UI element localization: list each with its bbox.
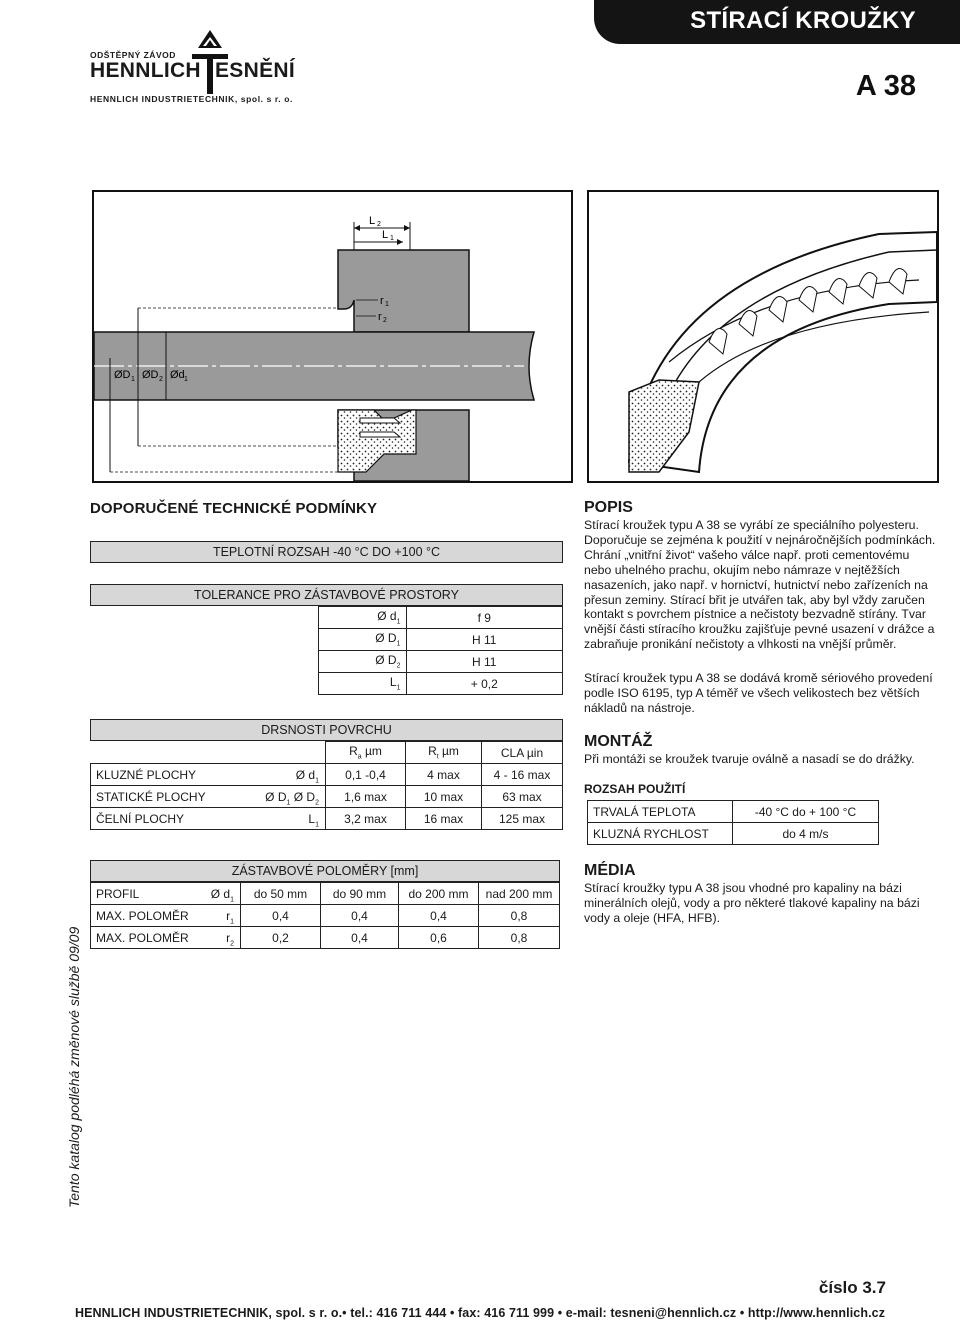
tolerance-value: f 9 xyxy=(406,607,563,629)
table-row xyxy=(91,786,563,808)
roughness-ra: 0,1 -0,4 xyxy=(326,764,406,786)
montaz-heading: MONTÁŽ xyxy=(584,733,653,750)
table-row xyxy=(588,801,879,823)
page-title: STÍRACÍ KROUŽKY xyxy=(690,7,916,34)
table-row xyxy=(91,905,560,927)
seal-illustration xyxy=(587,190,939,483)
tolerance-table xyxy=(90,606,563,695)
rozsah-heading: ROZSAH POUŽITÍ xyxy=(584,782,686,796)
tolerance-value: + 0,2 xyxy=(406,673,563,695)
svg-text:1: 1 xyxy=(184,376,188,383)
title-tab xyxy=(594,0,960,44)
montaz-text: Při montáži se kroužek tvaruje oválně a nasadí se do drážky. xyxy=(584,752,915,766)
logo-subtitle: HENNLICH INDUSTRIETECHNIK, spol. s r. o. xyxy=(90,94,293,104)
table-row xyxy=(588,823,879,845)
table-row xyxy=(91,927,560,949)
roughness-title-bar xyxy=(90,719,563,741)
radii-value: 0,2 xyxy=(241,927,321,949)
footer-contact: HENNLICH INDUSTRIETECHNIK, spol. s r. o.• tel.: 416 711 444 • fax: 416 711 999 • e-mail: tesneni@hennlich.cz • http://www.hennlich.cz xyxy=(74,1306,886,1320)
dim-label-l1: L xyxy=(382,229,389,241)
cross-section-drawing xyxy=(92,190,573,483)
radii-table xyxy=(90,882,560,949)
temperature-range-bar xyxy=(90,541,563,563)
svg-text:1: 1 xyxy=(390,235,394,242)
temperature-range-text: TEPLOTNÍ ROZSAH -40 °C DO +100 °C xyxy=(212,545,441,559)
table-row xyxy=(90,673,563,695)
roughness-ra: 1,6 max xyxy=(326,786,406,808)
table-row xyxy=(90,629,563,651)
table-row xyxy=(91,764,563,786)
radii-value: 0,6 xyxy=(399,927,479,949)
roughness-surface: ČELNÍ PLOCHY $L_1$ xyxy=(91,808,326,830)
roughness-header-ra: $R_a$ µm xyxy=(326,742,406,764)
tolerance-title-bar xyxy=(90,584,563,606)
side-note: Tento katalog podléhá změnové službě 09/09 xyxy=(66,926,82,1208)
table-row xyxy=(91,883,560,905)
roughness-table xyxy=(90,741,563,830)
roughness-surface: STATICKÉ PLOCHY Ø $D_1$ Ø $D_2$ xyxy=(91,786,326,808)
dim-label-r2: r xyxy=(378,311,382,323)
radii-value: 0,4 xyxy=(241,905,321,927)
tolerance-value: H 11 xyxy=(406,629,563,651)
rozsah-value: -40 °C do + 100 °C xyxy=(733,801,879,823)
table-row xyxy=(90,651,563,673)
radii-value: 0,4 xyxy=(399,905,479,927)
roughness-header-cla: CLA µin xyxy=(482,742,563,764)
svg-text:1: 1 xyxy=(385,301,389,308)
tolerance-dim: $L_1$ xyxy=(318,673,406,695)
popis-paragraph-2: Stírací kroužek typu A 38 se dodává kromě sériového provedení podle ISO 6195, typ A téměř ve všech velikostech bez větších nákladů na nástroje. xyxy=(584,671,933,715)
radii-header-col: do 50 mm xyxy=(241,883,321,905)
company-logo xyxy=(90,28,390,108)
radii-header-col: do 200 mm xyxy=(399,883,479,905)
radii-value: 0,8 xyxy=(479,927,560,949)
page-number: číslo 3.7 xyxy=(818,1278,886,1297)
logo-brand-left: HENNLICH xyxy=(90,59,201,82)
roughness-header-rt: $R_t$ µm xyxy=(406,742,482,764)
roughness-rt: 16 max xyxy=(406,808,482,830)
radii-value: 0,4 xyxy=(321,927,399,949)
dim-label-d2-outer: ØD xyxy=(142,369,159,381)
conditions-title: DOPORUČENÉ TECHNICKÉ PODMÍNKY xyxy=(90,500,378,517)
radii-row-label: MAX. POLOMĚR $r_1$ xyxy=(91,905,241,927)
roughness-ra: 3,2 max xyxy=(326,808,406,830)
roughness-cla: 63 max xyxy=(482,786,563,808)
radii-value: 0,8 xyxy=(479,905,560,927)
table-row xyxy=(90,607,563,629)
svg-text:2: 2 xyxy=(159,376,163,383)
svg-text:2: 2 xyxy=(377,221,381,228)
tolerance-dim: Ø $d_1$ xyxy=(318,607,406,629)
rozsah-label: TRVALÁ TEPLOTA xyxy=(588,801,733,823)
radii-value: 0,4 xyxy=(321,905,399,927)
dim-label-l2: L xyxy=(369,215,376,227)
radii-title: ZÁSTAVBOVÉ POLOMĚRY [mm] xyxy=(231,864,419,878)
logo-small-text: ODŠTĚPNÝ ZÁVOD xyxy=(90,50,176,60)
rozsah-label: KLUZNÁ RYCHLOST xyxy=(588,823,733,845)
roughness-cla: 125 max xyxy=(482,808,563,830)
radii-title-bar xyxy=(90,860,560,882)
rozsah-value: do 4 m/s xyxy=(733,823,879,845)
table-row xyxy=(91,742,563,764)
rozsah-table xyxy=(587,800,879,845)
roughness-rt: 10 max xyxy=(406,786,482,808)
radii-header-col: nad 200 mm xyxy=(479,883,560,905)
table-row xyxy=(91,808,563,830)
model-code: A 38 xyxy=(855,70,916,102)
tolerance-dim: Ø $D_1$ xyxy=(318,629,406,651)
popis-heading: POPIS xyxy=(584,499,633,516)
roughness-cla: 4 - 16 max xyxy=(482,764,563,786)
media-text: Stírací kroužky typu A 38 jsou vhodné pro kapaliny na bázi minerálních olejů, vody a pro některé tlakové kapaliny na bázi vody a oleje (HFA, HFB). xyxy=(584,881,920,925)
roughness-surface: KLUZNÉ PLOCHY Ø $d_1$ xyxy=(91,764,326,786)
svg-text:1: 1 xyxy=(131,376,135,383)
radii-header-col: do 90 mm xyxy=(321,883,399,905)
seal-3d-svg xyxy=(589,192,937,481)
logo-brand-right: ESNĚNÍ xyxy=(215,59,295,82)
popis-paragraph-1: Stírací kroužek typu A 38 se vyrábí ze speciálního polyesteru. Doporučuje se zejména k použití v nejnáročnějších podmínkách. Chrání „vnitřní život“ vašeho válce např. proti cementovému nebo uhelného prachu, okujím nebo námraze v nejtěžších nasazeních, jako např. v hornictví, hutnictví nebo zařízeních na přesun zeminy. Stírací břit je utvářen tak, aby byl vždy zaručen kontakt s povrchem pístnice a nečistoty bezvadně stírány. Tvar vnější části stíracího kroužku zajišťuje pevné usazení v drážce a zabraňuje pronikání nečistoty a vlhkosti na vnější průměr. xyxy=(584,518,936,652)
tolerance-title: TOLERANCE PRO ZÁSTAVBOVÉ PROSTORY xyxy=(194,588,459,602)
cross-section-svg xyxy=(94,192,571,481)
dim-label-d1-outer: ØD xyxy=(114,369,131,381)
tolerance-dim: Ø $D_2$ xyxy=(318,651,406,673)
roughness-rt: 4 max xyxy=(406,764,482,786)
dim-label-r1: r xyxy=(380,295,384,307)
svg-text:2: 2 xyxy=(383,317,387,324)
media-heading: MÉDIA xyxy=(584,862,636,879)
dim-label-d1-rod: Ød xyxy=(170,369,185,381)
roughness-title: DRSNOSTI POVRCHU xyxy=(261,723,392,737)
tolerance-value: H 11 xyxy=(406,651,563,673)
radii-header-profile: PROFIL Ø $d_1$ xyxy=(91,883,241,905)
radii-row-label: MAX. POLOMĚR $r_2$ xyxy=(91,927,241,949)
